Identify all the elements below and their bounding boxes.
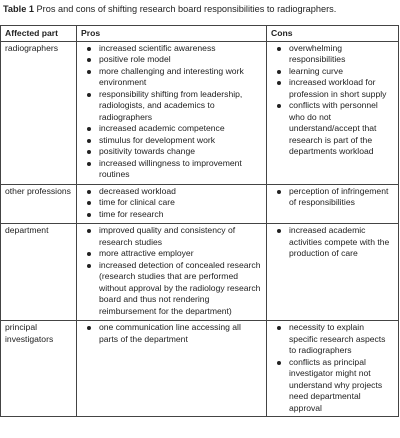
con-item: learning curve — [289, 66, 394, 78]
header-row — [1, 26, 399, 42]
pro-item: increased academic competence — [99, 123, 262, 135]
pro-item: more attractive employer — [99, 248, 262, 260]
table-row — [1, 321, 399, 417]
header-pros: Pros — [77, 26, 267, 42]
table-row — [1, 224, 399, 321]
pro-item: increased detection of concealed research (research studies that are performed without approval by the radiology research board and thus not rendering reimbursement for the department) — [99, 259, 261, 316]
con-item: conflicts as principal investigator might not understand why projects need departmental approval — [289, 357, 394, 415]
con-item: overwhelming responsibilities — [289, 43, 394, 66]
cons-cell — [267, 321, 399, 417]
pros-cell — [77, 41, 267, 184]
con-item: increased workload for profession in short supply — [289, 77, 394, 100]
pro-item: increased scientific awareness — [99, 43, 262, 55]
pros-cell — [77, 321, 267, 417]
pro-item: stimulus for development work — [99, 135, 262, 147]
pro-item: decreased workload — [99, 186, 262, 198]
affected-part-cell: radiographers — [1, 41, 77, 184]
table-row — [1, 184, 399, 224]
con-item: increased academic activities compete with the production of care — [289, 225, 394, 260]
table-row — [1, 41, 399, 184]
cons-cell — [267, 224, 399, 321]
pro-item: one communication line accessing all parts of the department — [99, 322, 262, 345]
con-item: conflicts with personnel who do not understand/accept that research is part of the departments workload — [289, 100, 394, 158]
cons-cell — [267, 184, 399, 224]
caption-text: Pros and cons of shifting research board responsibilities to radiographers. — [36, 4, 337, 14]
pro-item: time for research — [99, 209, 262, 221]
affected-part-cell: other professions — [1, 184, 77, 224]
pro-item: increased willingness to improvement routines — [99, 158, 262, 181]
pros-cell — [77, 184, 267, 224]
con-item: perception of infringement of responsibilities — [289, 186, 394, 209]
con-item: necessity to explain specific research aspects to radiographers — [289, 322, 394, 357]
pro-item: positive role model — [99, 54, 262, 66]
cons-cell — [267, 41, 399, 184]
affected-part-cell: department — [1, 224, 77, 321]
pro-item: positivity towards change — [99, 146, 262, 158]
pro-item: time for clinical care — [99, 197, 262, 209]
table-caption — [3, 3, 397, 15]
header-affected-part: Affected part — [1, 26, 77, 42]
header-cons: Cons — [267, 26, 399, 42]
pros-cons-table — [0, 25, 399, 417]
pro-item: more challenging and interesting work environment — [99, 66, 262, 89]
affected-part-cell: principal investigators — [1, 321, 77, 417]
pros-cell — [77, 224, 267, 321]
pro-item: improved quality and consistency of research studies — [99, 225, 262, 248]
caption-label: Table 1 — [3, 4, 34, 14]
pro-item: responsibility shifting from leadership, radiologists, and academics to radiographers — [99, 89, 262, 124]
